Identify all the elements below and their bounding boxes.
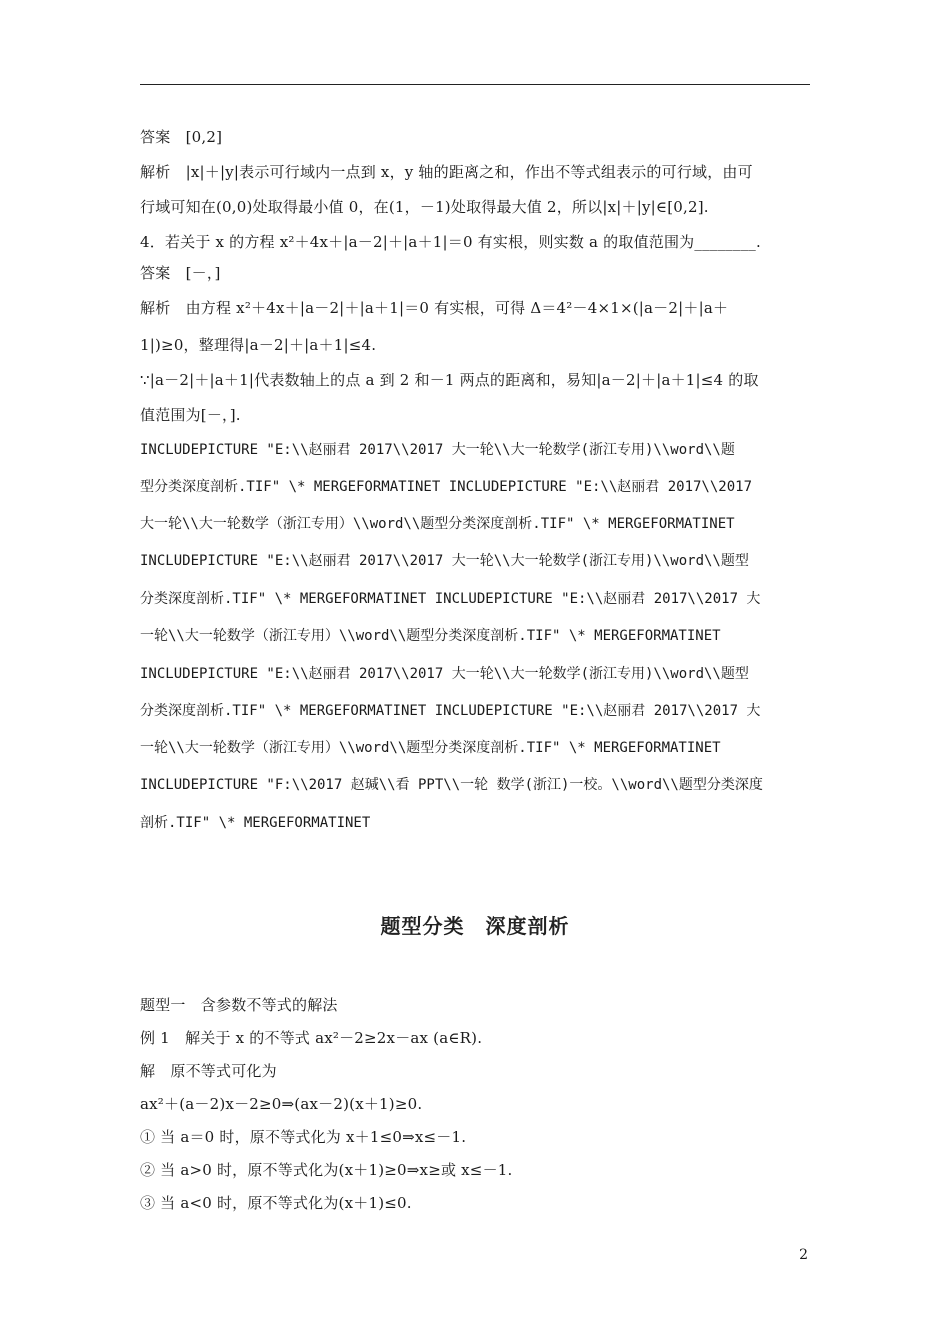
field-code-line: 剖析.TIF" \* MERGEFORMATINET bbox=[140, 815, 371, 831]
field-code-line: 型分类深度剖析.TIF" \* MERGEFORMATINET INCLUDEPICTURE "E:\\赵丽君 2017\\2017 bbox=[140, 479, 753, 495]
section-heading: 题型分类 深度剖析 bbox=[380, 914, 570, 938]
analysis-line: 1|)≥0，整理得|a－2|＋|a＋1|≤4. bbox=[140, 336, 377, 354]
field-code-line: INCLUDEPICTURE "E:\\赵丽君 2017\\2017 大一轮\\大一轮数学(浙江专用)\\word\\题型 bbox=[140, 553, 749, 569]
solution-case-line: ② 当 a>0 时，原不等式化为(x＋1)≥0⇒x≥或 x≤－1. bbox=[140, 1161, 513, 1179]
solution-case-line: ③ 当 a<0 时，原不等式化为(x＋1)≤0. bbox=[140, 1194, 412, 1212]
solution-case-line: ① 当 a＝0 时，原不等式化为 x＋1≤0⇒x≤－1. bbox=[140, 1128, 467, 1146]
page-number: 2 bbox=[799, 1247, 808, 1263]
analysis-line: 解析 |x|＋|y|表示可行域内一点到 x，y 轴的距离之和，作出不等式组表示的可行域，由可 bbox=[140, 163, 753, 181]
field-code-line: 大一轮\\大一轮数学（浙江专用）\\word\\题型分类深度剖析.TIF" \* MERGEFORMATINET bbox=[140, 516, 735, 532]
answer-line: 答案 [－，] bbox=[140, 264, 221, 282]
field-code-line: INCLUDEPICTURE "F:\\2017 赵瑊\\看 PPT\\一轮 数学(浙江)一校。\\word\\题型分类深度 bbox=[140, 777, 763, 793]
analysis-line: ∵|a－2|＋|a＋1|代表数轴上的点 a 到 2 和－1 两点的距离和，易知|a－2|＋|a＋1|≤4 的取 bbox=[140, 371, 759, 389]
field-code-line: 分类深度剖析.TIF" \* MERGEFORMATINET INCLUDEPICTURE "E:\\赵丽君 2017\\2017 大 bbox=[140, 591, 761, 607]
solution-line: ax²＋(a－2)x－2≥0⇒(ax－2)(x＋1)≥0. bbox=[140, 1095, 423, 1113]
field-code-line: 分类深度剖析.TIF" \* MERGEFORMATINET INCLUDEPICTURE "E:\\赵丽君 2017\\2017 大 bbox=[140, 703, 761, 719]
analysis-line: 值范围为[－，]. bbox=[140, 406, 241, 424]
field-code-line: 一轮\\大一轮数学（浙江专用）\\word\\题型分类深度剖析.TIF" \* MERGEFORMATINET bbox=[140, 740, 721, 756]
solution-line: 解 原不等式可化为 bbox=[140, 1062, 277, 1080]
field-code-line: 一轮\\大一轮数学（浙江专用）\\word\\题型分类深度剖析.TIF" \* MERGEFORMATINET bbox=[140, 628, 721, 644]
field-code-line: INCLUDEPICTURE "E:\\赵丽君 2017\\2017 大一轮\\大一轮数学(浙江专用)\\word\\题 bbox=[140, 442, 735, 458]
example-line: 例 1 解关于 x 的不等式 ax²－2≥2x－ax (a∈R). bbox=[140, 1029, 483, 1047]
header-rule bbox=[140, 84, 810, 85]
answer-line: 答案 [0,2] bbox=[140, 128, 223, 146]
analysis-line: 解析 由方程 x²＋4x＋|a－2|＋|a＋1|＝0 有实根，可得 Δ＝4²－4×1×(|a－2|＋|a＋ bbox=[140, 299, 729, 317]
field-code-line: INCLUDEPICTURE "E:\\赵丽君 2017\\2017 大一轮\\大一轮数学(浙江专用)\\word\\题型 bbox=[140, 666, 749, 682]
problem-type-title: 题型一 含参数不等式的解法 bbox=[140, 996, 338, 1014]
analysis-line: 行域可知在(0,0)处取得最小值 0，在(1，－1)处取得最大值 2，所以|x|＋|y|∈[0,2]. bbox=[140, 198, 709, 216]
question-line: 4．若关于 x 的方程 x²＋4x＋|a－2|＋|a＋1|＝0 有实根，则实数 a 的取值范围为________. bbox=[140, 233, 761, 251]
